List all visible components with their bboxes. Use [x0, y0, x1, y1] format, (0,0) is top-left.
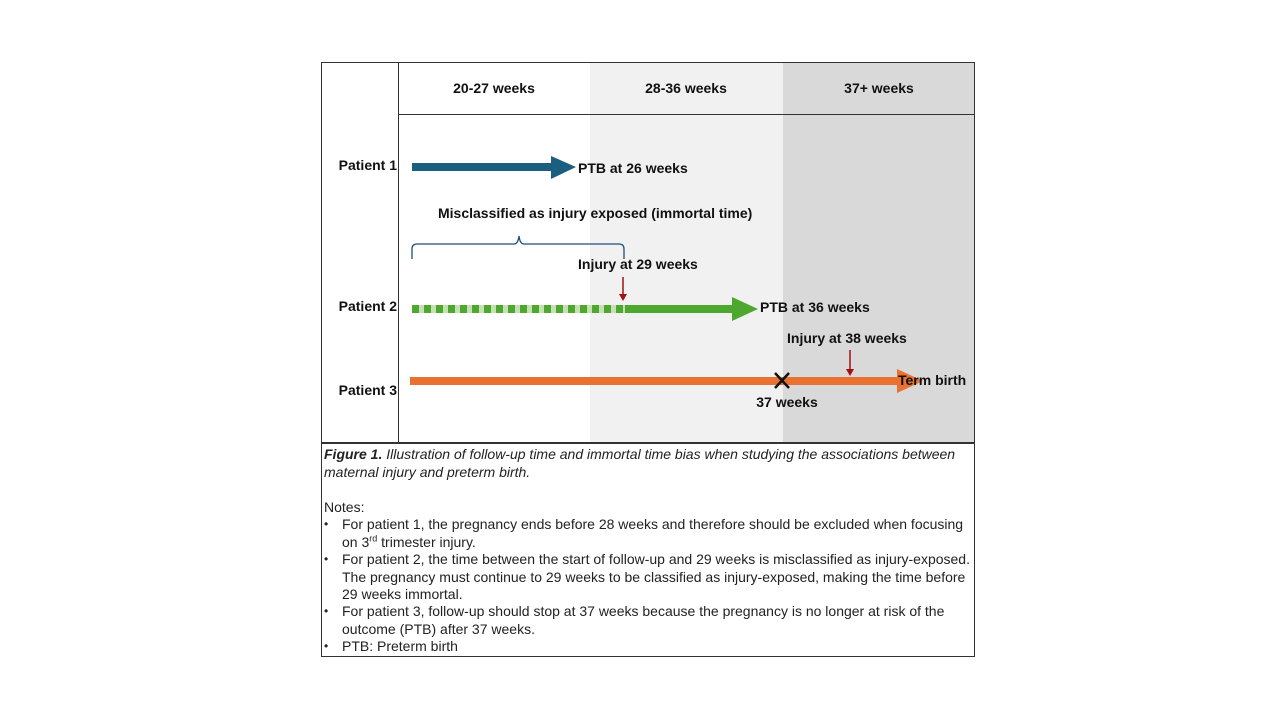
- bullet: •: [324, 552, 329, 566]
- immortal-time-dash: [472, 305, 479, 313]
- patient-1-label: Patient 1: [338, 157, 397, 173]
- figure-number: Figure 1.: [324, 446, 383, 462]
- bullet: •: [324, 517, 329, 531]
- immortal-time-dash: [424, 305, 431, 313]
- figure-caption-text: Illustration of follow-up time and immortal time bias when studying the associations between maternal injury and preterm birth.: [324, 446, 956, 480]
- notes-heading: Notes:: [324, 499, 365, 515]
- immortal-time-dash: [556, 305, 563, 313]
- immortal-time-dash: [592, 305, 599, 313]
- note-4-text: PTB: Preterm birth: [342, 638, 458, 654]
- patient-3-injury-label: Injury at 38 weeks: [787, 330, 907, 346]
- column-header-2: 28-36 weeks: [645, 80, 727, 96]
- immortal-time-dash: [448, 305, 455, 313]
- bullet: •: [324, 639, 329, 653]
- immortal-time-dash: [520, 305, 527, 313]
- bullet: •: [324, 604, 329, 618]
- patient-2-label: Patient 2: [338, 298, 397, 314]
- patient-1-arrow: [412, 156, 576, 179]
- note-1-text: For patient 1, the pregnancy ends before 28 weeks and therefore should be excluded when focusing on 3rd trimester injury.: [342, 516, 964, 550]
- timeline-diagram: [321, 62, 975, 443]
- note-2-text: For patient 2, the time between the start of follow-up and 29 weeks is misclassified as injury-exposed. The pregnancy must continue to 29 weeks to be classified as injury-exposed, making the time before 29 weeks immortal.: [342, 551, 970, 602]
- patient-3-stop-label: 37 weeks: [756, 394, 818, 410]
- immortal-time-dash: [568, 305, 575, 313]
- immortal-time-dash: [616, 305, 623, 313]
- immortal-time-dash: [412, 305, 419, 313]
- immortal-time-dash: [460, 305, 467, 313]
- immortal-time-label: Misclassified as injury exposed (immortal time): [438, 205, 753, 221]
- patient-3-outcome: Term birth: [898, 372, 967, 388]
- caption-box: [321, 443, 975, 657]
- col2-background: [590, 62, 783, 443]
- patient-2-injury-label: Injury at 29 weeks: [578, 256, 698, 272]
- figure-caption: [324, 446, 964, 481]
- column-header-1: 20-27 weeks: [453, 80, 535, 96]
- immortal-time-dash: [436, 305, 443, 313]
- immortal-time-dash: [532, 305, 539, 313]
- immortal-time-dash: [580, 305, 587, 313]
- immortal-time-dash: [484, 305, 491, 313]
- immortal-time-dash: [544, 305, 551, 313]
- patient-1-outcome: PTB at 26 weeks: [578, 160, 688, 176]
- immortal-time-dash: [496, 305, 503, 313]
- column-header-3: 37+ weeks: [844, 80, 914, 96]
- immortal-time-dash: [604, 305, 611, 313]
- immortal-time-dash: [508, 305, 515, 313]
- patient-3-label: Patient 3: [338, 382, 397, 398]
- note-3-text: For patient 3, follow-up should stop at 37 weeks because the pregnancy is no longer at risk of the outcome (PTB) after 37 weeks.: [342, 603, 945, 637]
- patient-2-outcome: PTB at 36 weeks: [760, 299, 870, 315]
